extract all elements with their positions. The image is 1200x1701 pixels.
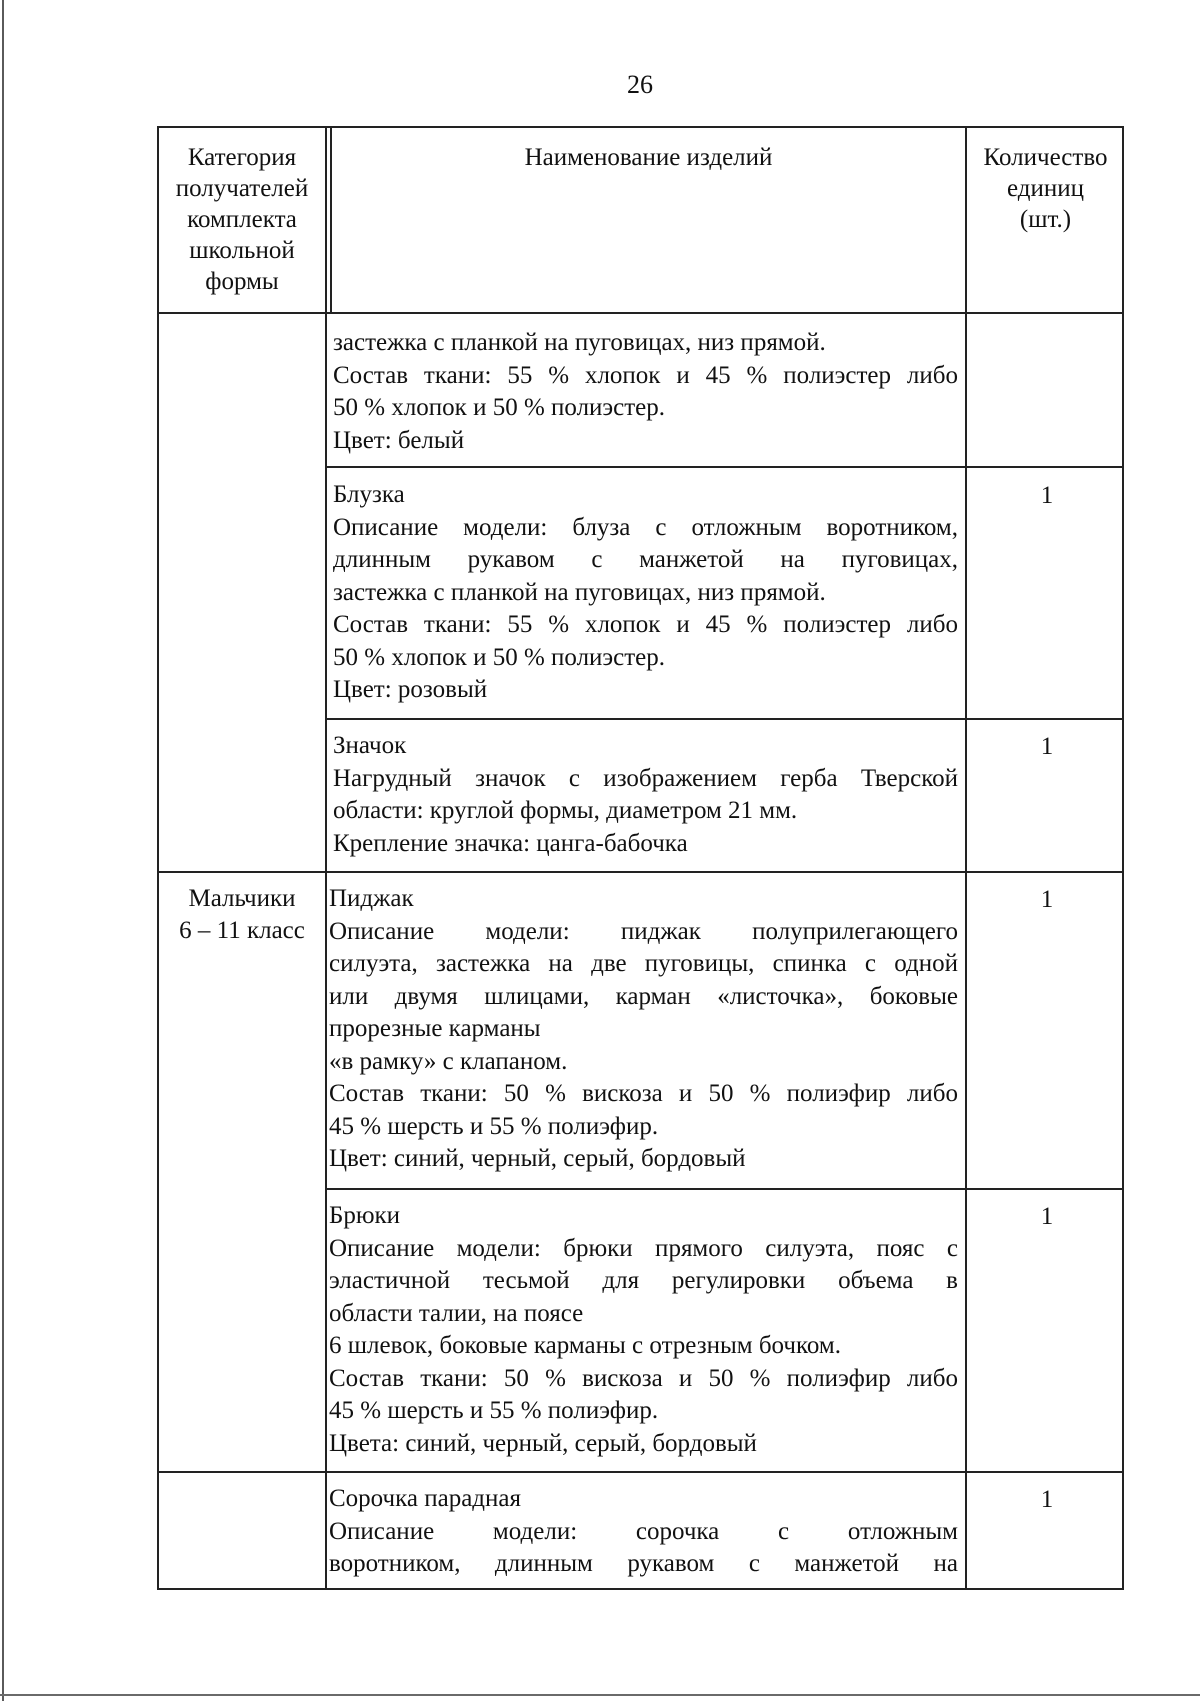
header-bottom-line bbox=[157, 312, 1124, 314]
category-line: 6 – 11 класс bbox=[179, 917, 305, 944]
row-line-1 bbox=[325, 466, 1124, 468]
category-cell bbox=[159, 883, 325, 947]
item-line: 45 % шерсть и 55 % полиэфир. bbox=[329, 1112, 659, 1140]
item-line: Описание модели: сорочка с отложным bbox=[329, 1517, 958, 1545]
item-line: «в рамку» с клапаном. bbox=[329, 1047, 568, 1075]
column-divider-1 bbox=[325, 126, 327, 1590]
item-title: Брюки bbox=[329, 1202, 401, 1229]
item-title: Значок bbox=[333, 732, 407, 759]
quantity-value: 1 bbox=[1040, 1486, 1054, 1513]
quantity-value: 1 bbox=[1040, 482, 1054, 509]
page-number: 26 bbox=[627, 70, 653, 99]
item-title: Сорочка парадная bbox=[329, 1485, 521, 1512]
item-line: или двумя шлицами, карман «листочка», боковые bbox=[329, 982, 958, 1010]
item-line: Описание модели: пиджак полуприлегающего bbox=[329, 917, 958, 945]
item-line: Цвет: синий, черный, серый, бордовый bbox=[329, 1145, 746, 1172]
item-line: области талии, на поясе bbox=[329, 1299, 584, 1327]
item-line: воротником, длинным рукавом с манжетой на bbox=[329, 1550, 958, 1577]
item-line: застежка с планкой на пуговицах, низ прямой. bbox=[333, 578, 826, 606]
header-quantity-line: (шт.) bbox=[1019, 206, 1072, 233]
header-category-line: Категория bbox=[187, 144, 297, 171]
header-category-line: формы bbox=[205, 268, 279, 295]
item-line: 45 % шерсть и 55 % полиэфир. bbox=[329, 1397, 659, 1424]
item-line: Состав ткани: 50 % вискоза и 50 % полиэфир либо bbox=[329, 1364, 958, 1392]
row-line-5 bbox=[157, 1471, 1124, 1473]
column-divider-2 bbox=[965, 126, 967, 1590]
item-line: 50 % хлопок и 50 % полиэстер. bbox=[333, 394, 666, 421]
item-cell bbox=[329, 1200, 958, 1460]
quantity-value: 1 bbox=[1040, 1203, 1054, 1230]
category-line: Мальчики bbox=[188, 885, 296, 912]
quantity-value: 1 bbox=[1040, 886, 1054, 913]
scan-edge-left bbox=[2, 0, 4, 1701]
item-line: Цвет: розовый bbox=[333, 676, 488, 703]
header-category-line: комплекта bbox=[187, 206, 297, 233]
item-cell bbox=[333, 479, 958, 707]
item-line: силуэта, застежка на две пуговицы, спинка с одной bbox=[329, 950, 958, 977]
item-line: 6 шлевок, боковые карманы с отрезным бочком. bbox=[329, 1332, 841, 1359]
item-line: эластичной тесьмой для регулировки объема в bbox=[329, 1267, 958, 1294]
item-line: застежка с планкой на пуговицах, низ прямой. bbox=[333, 329, 826, 356]
item-line: Нагрудный значок с изображением герба Тверской bbox=[333, 764, 958, 792]
item-cell bbox=[333, 327, 958, 457]
header-quantity-line: Количество bbox=[983, 144, 1108, 171]
item-line: Состав ткани: 55 % хлопок и 45 % полиэстер либо bbox=[333, 611, 958, 638]
item-line: Состав ткани: 50 % вискоза и 50 % полиэфир либо bbox=[329, 1080, 958, 1107]
item-line: Крепление значка: цанга-бабочка bbox=[333, 829, 688, 857]
item-title: Блузка bbox=[333, 481, 405, 508]
item-line: прорезные карманы bbox=[329, 1015, 541, 1042]
header-category-line: школьной bbox=[189, 237, 295, 264]
item-cell bbox=[333, 730, 958, 860]
item-title: Пиджак bbox=[329, 885, 414, 912]
item-line: 50 % хлопок и 50 % полиэстер. bbox=[333, 643, 666, 671]
header-quantity bbox=[967, 142, 1124, 235]
item-line: Состав ткани: 55 % хлопок и 45 % полиэстер либо bbox=[333, 361, 958, 389]
header-name: Наименование изделий bbox=[524, 144, 773, 171]
item-cell bbox=[329, 883, 958, 1176]
item-line: Описание модели: брюки прямого силуэта, пояс с bbox=[329, 1234, 958, 1262]
item-cell bbox=[329, 1483, 958, 1581]
item-line: длинным рукавом с манжетой на пуговицах, bbox=[333, 546, 958, 573]
item-line: Цвет: белый bbox=[333, 426, 465, 454]
row-line-4 bbox=[325, 1188, 1124, 1190]
row-line-3 bbox=[157, 871, 1124, 873]
item-line: Описание модели: блуза с отложным воротником, bbox=[333, 513, 958, 541]
row-line-2 bbox=[325, 718, 1124, 720]
header-category-line: получателей bbox=[175, 175, 309, 202]
scan-edge-bottom bbox=[0, 1694, 1200, 1696]
item-line: Цвета: синий, черный, серый, бордовый bbox=[329, 1429, 757, 1457]
header-quantity-line: единиц bbox=[1006, 175, 1084, 202]
header-category bbox=[159, 142, 325, 297]
item-line: области: круглой формы, диаметром 21 мм. bbox=[333, 797, 798, 824]
quantity-value: 1 bbox=[1040, 733, 1054, 760]
